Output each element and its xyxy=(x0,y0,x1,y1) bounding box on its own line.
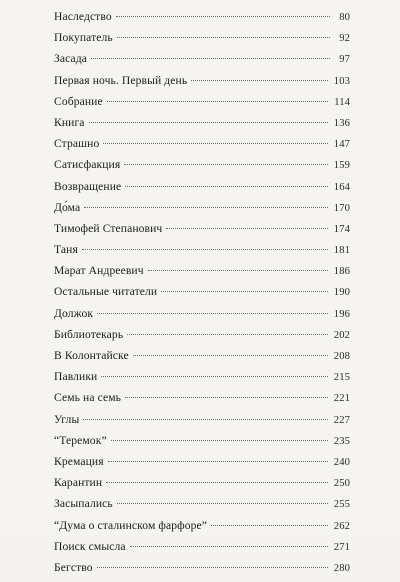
toc-entry-title: Наследство xyxy=(54,10,112,23)
toc-entry xyxy=(54,307,350,328)
toc-entry xyxy=(54,74,350,95)
toc-entry-page-number: 250 xyxy=(333,478,350,490)
toc-entry xyxy=(54,413,350,434)
dot-leader xyxy=(107,101,328,102)
toc-entry xyxy=(54,116,350,137)
toc-entry xyxy=(54,222,350,243)
toc-entry xyxy=(54,497,350,518)
toc-entry-page-number: 208 xyxy=(333,351,350,362)
toc-entry-page-number: 164 xyxy=(333,181,350,193)
toc-entry-page-number: 136 xyxy=(333,117,350,129)
toc-entry-page-number: 202 xyxy=(333,329,350,341)
dot-leader xyxy=(97,313,328,314)
toc-entry-title: Должок xyxy=(54,306,94,320)
dot-leader xyxy=(91,58,330,59)
toc-entry-title: Семь на семь xyxy=(54,391,122,405)
toc-entry xyxy=(54,391,350,412)
toc-entry-page-number: 240 xyxy=(333,456,350,468)
toc-entry-title: Сатисфакция xyxy=(54,158,121,172)
toc-entry-title: Кремация xyxy=(54,454,104,468)
dot-leader xyxy=(117,503,328,504)
dot-leader xyxy=(83,419,327,420)
toc-entry xyxy=(54,137,350,158)
toc-entry-page-number: 221 xyxy=(333,393,350,405)
toc-entry-title: Бегство xyxy=(54,560,93,574)
toc-entry-title: До́ма xyxy=(54,200,81,214)
toc-entry xyxy=(54,52,350,73)
toc-entry xyxy=(54,540,350,561)
dot-leader xyxy=(130,546,328,547)
toc-entry-page-number: 190 xyxy=(333,287,350,299)
toc-entry xyxy=(54,328,350,349)
toc-entry xyxy=(54,201,350,222)
toc-entry-title: Поиск смысла xyxy=(54,539,126,553)
toc-entry xyxy=(54,31,350,52)
toc-entry xyxy=(54,561,350,582)
dot-leader xyxy=(116,16,330,17)
dot-leader xyxy=(211,525,328,526)
dot-leader xyxy=(97,567,328,568)
dot-leader xyxy=(101,376,327,377)
dot-leader xyxy=(82,249,328,250)
toc-entry-title: Библиотекарь xyxy=(54,327,124,341)
toc-entry-page-number: 255 xyxy=(333,499,350,511)
table-of-contents xyxy=(54,10,350,582)
toc-entry-page-number: 174 xyxy=(333,223,350,235)
toc-entry xyxy=(54,95,350,116)
toc-entry-page-number: 181 xyxy=(333,245,350,257)
toc-entry xyxy=(54,370,350,391)
toc-entry-title: Возвращение xyxy=(54,179,122,193)
toc-entry-title: Собрание xyxy=(54,94,103,108)
toc-entry-page-number: 196 xyxy=(333,308,350,320)
toc-entry-title: Покупатель xyxy=(54,31,113,45)
toc-entry-page-number: 227 xyxy=(333,414,350,426)
toc-entry-page-number: 170 xyxy=(333,202,350,214)
toc-entry-page-number: 215 xyxy=(333,372,350,384)
dot-leader xyxy=(191,80,328,81)
toc-entry xyxy=(54,158,350,179)
toc-entry xyxy=(54,476,350,497)
toc-entry xyxy=(54,180,350,201)
dot-leader xyxy=(161,291,328,292)
toc-entry xyxy=(54,519,350,540)
toc-entry-title: Первая ночь. Первый день xyxy=(54,73,188,87)
toc-entry-page-number: 103 xyxy=(333,75,350,87)
toc-entry-page-number: 271 xyxy=(333,541,350,553)
toc-entry xyxy=(54,434,350,455)
dot-leader xyxy=(133,355,328,356)
dot-leader xyxy=(166,228,327,229)
toc-entry-page-number: 159 xyxy=(333,160,350,172)
dot-leader xyxy=(117,37,330,38)
toc-entry-page-number: 114 xyxy=(334,96,350,108)
toc-entry xyxy=(54,349,350,370)
dot-leader xyxy=(125,186,328,187)
dot-leader xyxy=(124,164,328,165)
toc-entry-title: Таня xyxy=(54,243,78,257)
dot-leader xyxy=(103,143,327,144)
dot-leader xyxy=(106,482,328,483)
toc-entry-page-number: 92 xyxy=(339,33,350,45)
toc-entry xyxy=(54,243,350,264)
toc-entry-page-number: 97 xyxy=(339,54,350,66)
toc-entry-title: Страшно xyxy=(54,137,100,151)
toc-entry-page-number: 235 xyxy=(333,435,350,447)
toc-entry-title: Засада xyxy=(54,52,88,66)
toc-entry-title: “Дума о сталинском фарфоре” xyxy=(54,518,208,532)
toc-entry-title: В Колонтайске xyxy=(54,349,129,362)
toc-entry xyxy=(54,455,350,476)
toc-entry-page-number: 186 xyxy=(333,266,350,278)
toc-entry-title: Остальные читатели xyxy=(54,285,158,299)
dot-leader xyxy=(125,397,328,398)
toc-entry-page-number: 280 xyxy=(333,562,350,574)
toc-entry xyxy=(54,10,350,31)
toc-entry-title: Засыпались xyxy=(54,497,113,511)
toc-entry-title: Карантин xyxy=(54,476,103,490)
dot-leader xyxy=(127,334,328,335)
toc-entry-title: Углы xyxy=(54,412,80,426)
toc-entry-title: “Теремок” xyxy=(54,433,107,447)
dot-leader xyxy=(148,270,328,271)
dot-leader xyxy=(108,461,328,462)
toc-entry xyxy=(54,285,350,306)
toc-entry xyxy=(54,264,350,285)
toc-entry-title: Тимофей Степанович xyxy=(54,221,163,235)
toc-entry-page-number: 262 xyxy=(333,520,350,532)
dot-leader xyxy=(111,440,328,441)
toc-entry-page-number: 80 xyxy=(339,12,350,23)
toc-entry-title: Павлики xyxy=(54,370,98,384)
toc-entry-title: Марат Андреевич xyxy=(54,264,144,278)
dot-leader xyxy=(89,122,328,123)
dot-leader xyxy=(84,207,328,208)
toc-entry-page-number: 147 xyxy=(333,139,350,151)
toc-entry-title: Книга xyxy=(54,115,85,129)
